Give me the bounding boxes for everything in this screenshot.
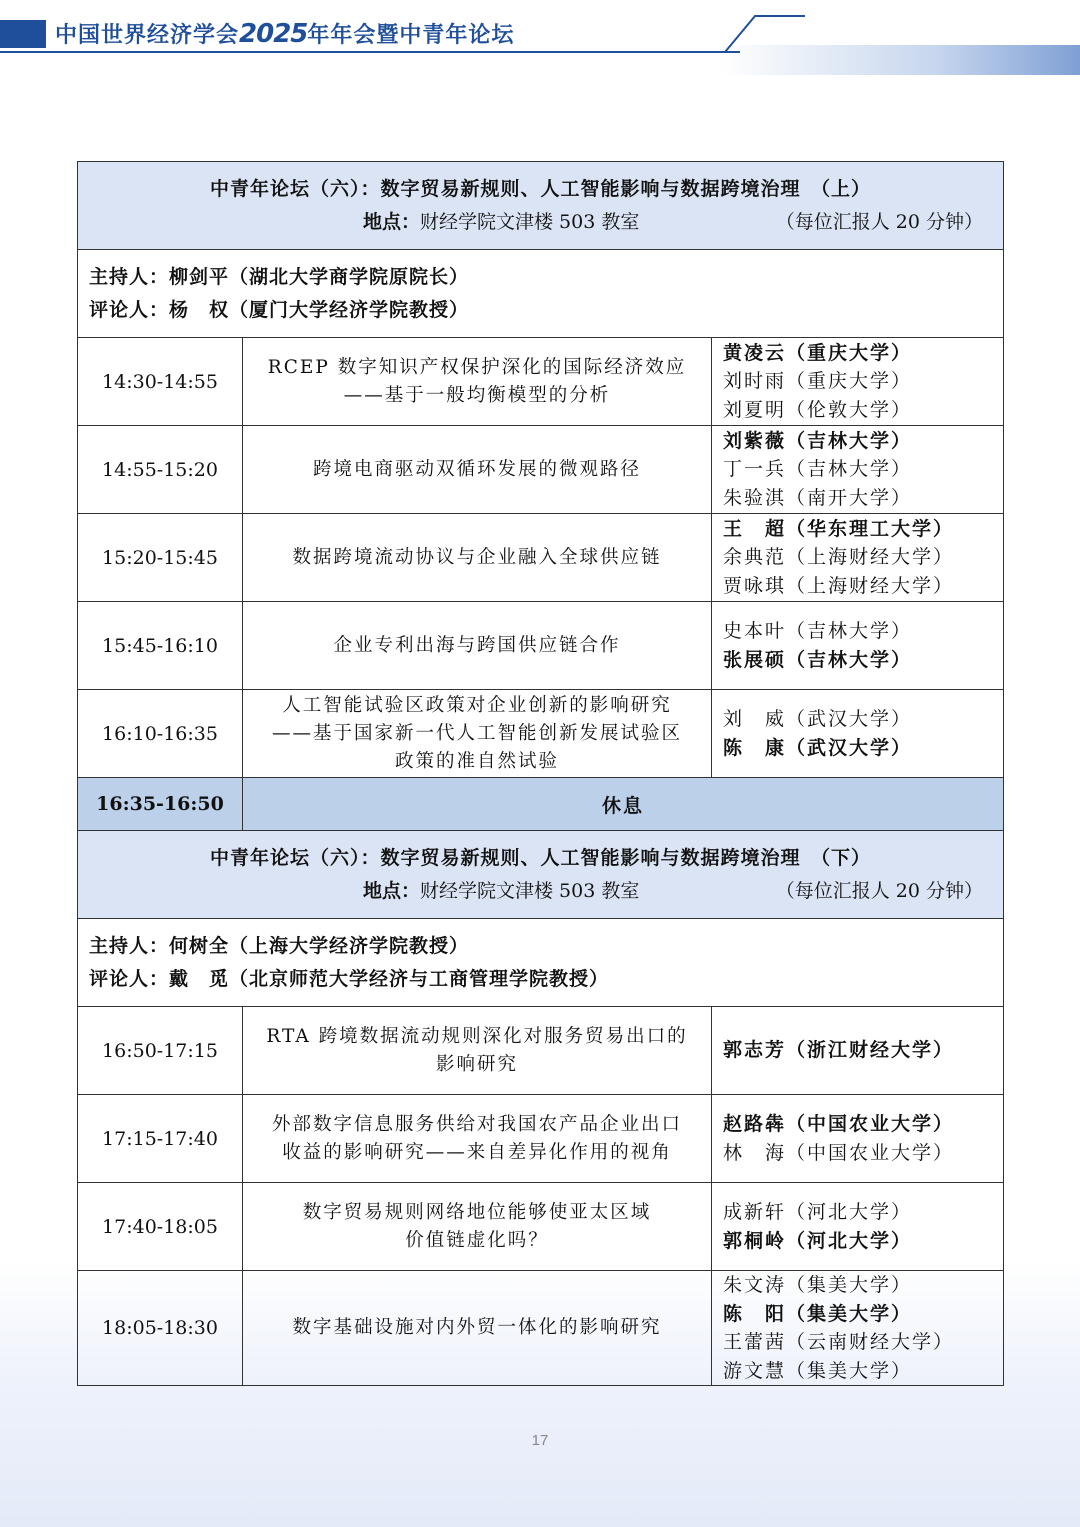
header-accent-block [0, 20, 46, 48]
session-location-line [78, 205, 1003, 239]
schedule-row [78, 338, 1004, 426]
author-name: 史本叶（吉林大学） [723, 620, 913, 642]
paper-title-line: 收益的影响研究——来自差异化作用的视角 [282, 1141, 672, 1163]
schedule-row [78, 1007, 1004, 1095]
header-rule [0, 51, 740, 53]
session-lower-title-cell [78, 831, 1004, 919]
presenter-name: 王 超（华东理工大学） [723, 517, 955, 540]
authors [712, 1183, 1004, 1271]
session-upper-host-row [78, 250, 1004, 338]
discussant-line: 评论人：杨 权（厦门大学经济学院教授） [89, 298, 470, 321]
header-title-year: 2025 [239, 19, 308, 49]
author-name: 余典范（上海财经大学） [723, 546, 955, 569]
host-cell [78, 919, 1004, 1007]
paper-title-line: 企业专利出海与跨国供应链合作 [333, 634, 621, 656]
time-slot: 14:30-14:55 [78, 338, 243, 426]
paper-title-line: ——基于一般均衡模型的分析 [343, 384, 611, 406]
session-lower-host-row [78, 919, 1004, 1007]
paper-title [243, 690, 712, 778]
schedule-body [78, 162, 1004, 1386]
paper-title-line: 人工智能试验区政策对企业创新的影响研究 [282, 694, 672, 716]
authors [712, 1095, 1004, 1183]
authors [712, 426, 1004, 514]
presenter-name: 刘紫薇（吉林大学） [723, 429, 913, 452]
paper-title [243, 1183, 712, 1271]
paper-title-line: 数字贸易规则网络地位能够使亚太区域 [302, 1201, 652, 1223]
author-name: 成新轩（河北大学） [723, 1201, 913, 1223]
location-label: 地点： [363, 879, 421, 902]
paper-title [243, 1095, 712, 1183]
authors [712, 338, 1004, 426]
presenter-name: 陈 阳（集美大学） [723, 1302, 913, 1325]
presenter-name: 郭志芳（浙江财经大学） [723, 1039, 955, 1062]
host-cell [78, 250, 1004, 338]
schedule-row [78, 690, 1004, 778]
author-name: 朱文涛（集美大学） [723, 1274, 913, 1296]
location-value: 财经学院文津楼 503 教室 [420, 879, 640, 902]
session-note: （每位汇报人 20 分钟） [775, 210, 983, 233]
paper-title-line: 影响研究 [435, 1053, 518, 1075]
paper-title-line: 数据跨境流动协议与企业融入全球供应链 [292, 546, 662, 568]
author-name: 丁一兵（吉林大学） [723, 458, 913, 481]
presenter-name: 陈 康（武汉大学） [723, 736, 913, 759]
authors [712, 1271, 1004, 1386]
break-time: 16:35-16:50 [78, 778, 243, 831]
paper-title-line: 数字基础设施对内外贸一体化的影响研究 [292, 1317, 662, 1338]
schedule-table [77, 161, 1004, 1386]
break-row [78, 778, 1004, 831]
author-name: 刘夏明（伦敦大学） [723, 398, 913, 421]
authors [712, 514, 1004, 602]
time-slot: 16:50-17:15 [78, 1007, 243, 1095]
page-header [0, 0, 1080, 75]
schedule-row [78, 426, 1004, 514]
paper-title [243, 338, 712, 426]
schedule-row [78, 1095, 1004, 1183]
presenter-name: 赵路犇（中国农业大学） [723, 1113, 955, 1135]
paper-title [243, 514, 712, 602]
author-name: 游文慧（集美大学） [723, 1359, 913, 1382]
session-title: 中青年论坛（六）：数字贸易新规则、人工智能影响与数据跨境治理 （上） [209, 177, 871, 200]
author-name: 王蕾茜（云南财经大学） [723, 1331, 955, 1353]
schedule-row [78, 1183, 1004, 1271]
location-value: 财经学院文津楼 503 教室 [420, 210, 640, 233]
session-location [363, 205, 639, 239]
paper-title-line: 价值链虚化吗？ [405, 1229, 549, 1251]
header-title-pre: 中国世界经济学会 [55, 23, 240, 48]
session-location [363, 874, 639, 908]
paper-title [243, 426, 712, 514]
location-label: 地点： [363, 210, 421, 233]
time-slot: 14:55-15:20 [78, 426, 243, 514]
time-slot: 15:20-15:45 [78, 514, 243, 602]
paper-title-line: ——基于国家新一代人工智能创新发展试验区 [271, 722, 682, 744]
presenter-name: 郭桐岭（河北大学） [723, 1229, 913, 1252]
authors [712, 602, 1004, 690]
header-swoosh [725, 14, 805, 54]
time-slot: 18:05-18:30 [78, 1271, 243, 1386]
presenter-name: 黄凌云（重庆大学） [723, 341, 913, 364]
paper-title [243, 1007, 712, 1095]
paper-title-line: 外部数字信息服务供给对我国农产品企业出口 [271, 1113, 682, 1135]
break-label: 休息 [243, 778, 1004, 831]
paper-title-line: 政策的准自然试验 [394, 750, 559, 772]
paper-title-line: RCEP 数字知识产权保护深化的国际经济效应 [267, 356, 687, 378]
author-name: 林 海（中国农业大学） [723, 1141, 955, 1164]
host-line: 主持人：柳剑平（湖北大学商学院原院长） [89, 265, 470, 288]
session-title: 中青年论坛（六）：数字贸易新规则、人工智能影响与数据跨境治理 （下） [209, 846, 871, 869]
time-slot: 15:45-16:10 [78, 602, 243, 690]
session-location-line [78, 874, 1003, 908]
page-number: 17 [531, 1432, 549, 1449]
session-upper-title-row [78, 162, 1004, 250]
author-name: 刘时雨（重庆大学） [723, 370, 913, 393]
paper-title [243, 1271, 712, 1386]
author-name: 贾咏琪（上海财经大学） [723, 574, 955, 597]
header-title [55, 18, 514, 49]
paper-title [243, 602, 712, 690]
session-note: （每位汇报人 20 分钟） [775, 879, 983, 902]
session-lower-title-row [78, 831, 1004, 919]
schedule-row [78, 1271, 1004, 1386]
time-slot: 16:10-16:35 [78, 690, 243, 778]
discussant-line: 评论人：戴 觅（北京师范大学经济与工商管理学院教授） [89, 967, 610, 990]
time-slot: 17:40-18:05 [78, 1183, 243, 1271]
authors [712, 1007, 1004, 1095]
time-slot: 17:15-17:40 [78, 1095, 243, 1183]
author-name: 朱验淇（南开大学） [723, 486, 913, 509]
author-name: 刘 威（武汉大学） [723, 708, 913, 730]
schedule-row [78, 602, 1004, 690]
schedule-row [78, 514, 1004, 602]
presenter-name: 张展硕（吉林大学） [723, 648, 913, 671]
header-title-post: 年年会暨中青年论坛 [307, 23, 515, 48]
authors [712, 690, 1004, 778]
session-upper-title-cell [78, 162, 1004, 250]
paper-title-line: RTA 跨境数据流动规则深化对服务贸易出口的 [266, 1025, 688, 1047]
host-line: 主持人：何树全（上海大学经济学院教授） [89, 934, 470, 957]
paper-title-line: 跨境电商驱动双循环发展的微观路径 [312, 458, 641, 480]
